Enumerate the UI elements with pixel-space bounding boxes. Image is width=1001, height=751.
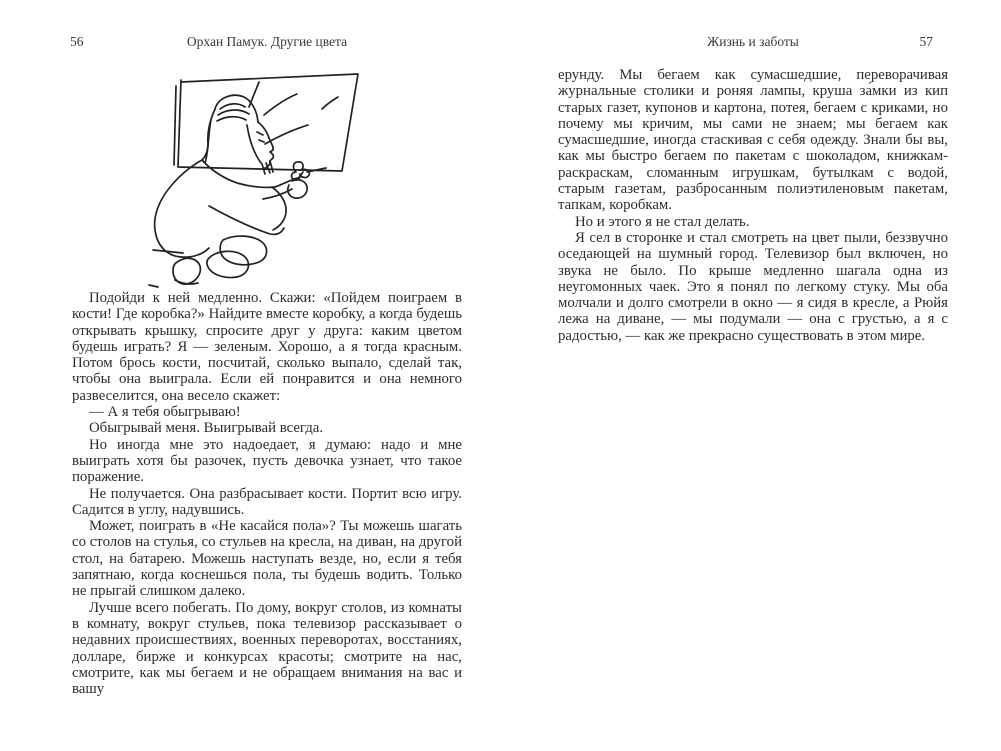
pillow-crease [265,125,308,144]
paragraph: Обыгрывай меня. Выигрывай всегда. [89,420,324,437]
paragraph: Не получается. Она разбрасывает кости. Портит всю игру. Садится в углу, надувшись. [72,485,462,518]
right-page-text [558,67,948,344]
headscarf-band [218,110,249,115]
headscarf-band [220,104,245,109]
thigh-line [209,206,267,233]
paragraph: ерунду. Мы бегаем как сумасшедшие, переворачивая журнальные столики и роняя лампы, круша за́мки из кип старых газет, купонов и картона, потея, бегаем с криками, но почему мы кричим, мы сами не знаем; мы бегаем как сумасшедшие, иногда стаскивая с себя одежду. Знали бы вы, как мы быстро бегаем по пакетам с шоколадом, книжкам-раскраскам, сломанным игрушкам, бутылкам с водой, старым газетам, разбросанным полиэтиленовым пакетам, тапкам, коробкам. [558,67,948,214]
left-page-text [72,290,462,697]
left-page [72,0,462,751]
ground-dash [149,285,158,287]
paragraph: Лучше всего побегать. По дому, вокруг столов, из комнаты в комнату, вокруг стульев, пока телевизор рассказывает о недавних происшествиях, военных переворотах, восстаниях, долларе, бирже и конкурсах красоты; смотрите на нас, смотрите, как мы бегаем и не обращаем внимания на вас и вашу [72,599,462,698]
headscarf-band [217,117,246,121]
bedtime-sketch-illustration [145,68,405,292]
paragraph: Но иногда мне это надоедает, я думаю: надо и мне выиграть хотя бы разочек, пусть девочка узнает, что такое поражение. [72,436,462,486]
pillow-left-double-edge [174,86,176,165]
paragraph: — А я тебя обыгрываю! [89,404,241,421]
pillow-crease [264,94,297,115]
left-running-title: Орхан Памук. Другие цвета [186,34,348,49]
paragraph: Подойди к ней медленно. Скажи: «Пойдем поиграем в кости! Где коробка?» Найдите вместе коробку, а когда будешь открывать крышку, спросите друг у друга: каким цветом будешь играть? Я — зеленым. Хорошо, а я тогда красным. Потом брось кости, посчитай, сколько выпало, сделай так, чтобы она выиграла. Если ей понравится и она немного развеселится, она весело скажет: [72,290,462,404]
pillow-crease [322,97,338,109]
right-page [558,0,948,751]
back-outline [155,160,209,257]
right-running-title: Жизнь и заботы [707,34,799,49]
flower-petals [292,162,310,180]
neck-hatching [262,161,273,174]
paragraph: Может, поиграть в «Не касайся пола»? Ты можешь шагать со столов на стулья, со стульев на кресла, на диван, на другой стол, на батарею. Можешь наступать везде, но, если я тебя запятнаю, когда коснешься пола, ты будешь водить. Только не прыгай слишком далеко. [72,518,462,600]
right-running-head [558,33,948,51]
paragraph: Но и этого я не стал делать. [575,213,750,230]
paragraph: Я сел в сторонке и стал смотреть на цвет пыли, беззвучно оседающей на шумный город. Телевизор был включен, но звука не было. По крыше медленно шагала одна из неугомонных чаек. Это я понял по легкому стуку. Мы оба молчали и долго смотрели в окно — я сидя в кресле, а Рюйя лежа на диване, — мы подумали — она с грустью, а я с радостью, — как же прекрасно существовать в этом мире. [558,229,948,344]
eye-stroke [259,140,264,142]
left-page-number: 56 [70,34,84,49]
shin-outline [220,236,266,265]
right-page-number: 57 [919,34,933,49]
left-running-head [72,33,462,51]
brow-stroke [257,132,263,135]
knee-outline [273,188,286,230]
cheek-line [247,125,261,163]
headscarf-tail [205,120,211,163]
